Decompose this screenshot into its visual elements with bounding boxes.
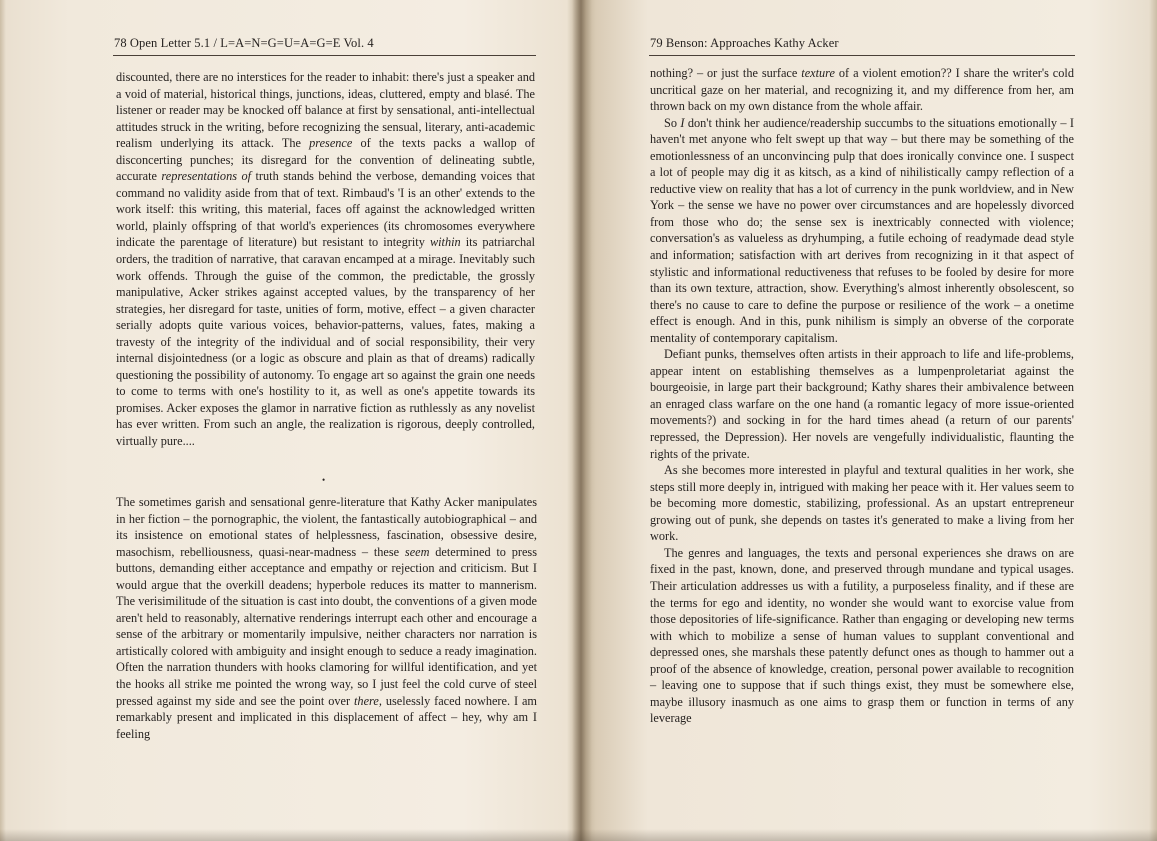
- left-text-block-2: [116, 494, 537, 742]
- italic-run: seem: [404, 544, 430, 559]
- italic-run: there,: [354, 693, 382, 708]
- text-run: its patriarchal orders, the tradition of narrative, that caravan encamped at a mirage. Inevitably such work offends. Through the guise of the common, the predictable, the grossly manipulative, Acker strikes against accepted values, by the transparency of her strategies, her disregard for taste, unities of form, motive, effect – a given character serially adopts quite various voices, behavior-patterns, values, fates, making a travesty of the integrity of the individual and of social responsibility, their very internal disjointedness (or a logic as obscure and plain as that of dreams) radically questioning the possibility of autonomy. To engage art so against the grain one needs to come to terms with one's hostility to it, as well as one's appetite towards its promises. Acker exposes the glamor in narrative fiction as ruthlessly as any novelist has ever written. From such an angle, the realization is rigorous, deeply controlled, virtually pure....: [116, 235, 535, 449]
- left-paragraph-1: [116, 69, 535, 450]
- text-run: So: [664, 115, 681, 130]
- right-running-header: 79 Benson: Approaches Kathy Acker: [650, 36, 839, 50]
- text-run: uselessly faced nowhere. I am remarkably present and implicated in this displacement of affect – hey, why am I feeling: [116, 693, 537, 741]
- right-header-rule: [649, 55, 1075, 56]
- right-paragraph-1: [650, 65, 1074, 115]
- text-run: truth stands behind the verbose, demanding voices that command no validity aside from that of text. Rimbaud's 'I is an other' extends to the work itself: this writing, this material, faces off against the acknowledged written world, plainly offspring of that world's experiences (its chromosomes everywhere indicate the parentage of literature) but resistant to integrity: [116, 169, 535, 250]
- italic-run: texture: [801, 66, 835, 80]
- text-run: Defiant punks, themselves often artists in their approach to life and life-problems, appear intent on establishing themselves as a lumpenproletariat against the bourgeoisie, in large part their background; Kathy shares their ambivalence between an enraged class warfare on the one hand (a romantic legacy of more issue-oriented movements?) and socking in for the hard times ahead (a return of our parents' repressed, the Depression). Her novels are vengefully individualistic, flaunting the rights of the private.: [650, 347, 1074, 461]
- text-run: determined to press buttons, demanding either acceptance and empathy or rejection and criticism. But I would argue that the overkill deadens; hyperbole reduces its matter to mannerism. The verisimilitude of the situation is cast into doubt, the conventions of a given mode aren't held to reasonably, alternative renderings interrupt each other and encourage a sense of the arbitrary or momentarily impulsive, neither characters nor narration is artistically colored with ambiguity and insight enough to seduce a ready imagination. Often the narration thunders with hooks clamoring for willful identification, and yet the hooks all strike me pointed the wrong way, so I just feel the cold curve of steel pressed against my side and see the point over: [116, 544, 538, 708]
- italic-run: I: [680, 115, 685, 130]
- left-header-rule: [113, 55, 536, 56]
- left-running-header: 78 Open Letter 5.1 / L=A=N=G=U=A=G=E Vol. 4: [114, 36, 374, 50]
- right-paragraph-3: [650, 346, 1074, 462]
- right-paragraph-2: [650, 115, 1074, 347]
- text-run: The genres and languages, the texts and personal experiences she draws on are fixed in the past, known, done, and preserved through mundane and typical usages. Their articulation addresses us with a futility, a purposeless finality, and if these are the terms for ego and identity, no wonder she would want to exorcise value from those depositories of life-significance. Rather than engaging or developing new terms with which to mobilize a sense of human values to supplant conventional and depressed ones, she marshals these patently defunct ones as though to hammer out a proof of the absence of knowledge, creation, personal power available to recognition – leaving one to suppose that if such things exist, they must be somewhere else, maybe illusory inasmuch as one aims to grasp them or function in terms of any leverage: [650, 545, 1074, 726]
- italic-run: within: [429, 235, 461, 250]
- text-run: discounted, there are no interstices for the reader to inhabit: there's just a speaker and a void of material, historical things, junctions, ideas, cluttered, empty and blasé. The listener or reader may be knocked off balance at first by sensational, anti-intellectual attitudes struck in the writing, before recognizing the sensual, literary, anti-academic realism underlying its attack. The: [116, 70, 535, 151]
- left-text-block-1: [116, 69, 535, 450]
- page-bottom-shadow: [0, 829, 1157, 841]
- right-paragraph-4: [650, 462, 1074, 545]
- text-run: The sometimes garish and sensational genre-literature that Kathy Acker manipulates in her fiction – the pornographic, the violent, the fantastically autobiographical – and its insistence on emotional states of helplessness, fascination, obsessive desire, masochism, rebelliousness, quasi-near-madness – these: [116, 495, 537, 559]
- left-paragraph-2: [116, 494, 537, 742]
- text-run: of the texts packs a wallop of disconcerting punches; its disregard for the convention of delineating subtle, accurate: [116, 136, 535, 184]
- right-text-block: [650, 65, 1074, 727]
- italic-run: representations of: [161, 169, 252, 184]
- text-run: As she becomes more interested in playful and textural qualities in her work, she steps still more deeply in, intrigued with making her peace with it. Her values seem to be becoming more domestic, stabilizing, professional. As an upstart entrepreneur growing out of punk, she depends on tastes it's generated to make a living from her work.: [650, 463, 1074, 544]
- right-paragraph-5: [650, 545, 1074, 727]
- right-page: [585, 0, 1157, 841]
- text-run: of a violent emotion?? I share the writer's cold uncritical gaze on her material, and recognizing it, and my difference from her, am thrown back on my own distance from the whole affair.: [650, 66, 1074, 114]
- italic-run: presence: [309, 136, 353, 151]
- text-run: nothing? – or just the surface: [650, 66, 802, 80]
- section-separator: •: [322, 475, 326, 485]
- text-run: don't think her audience/readership succumbs to the situations emotionally – I haven't met anyone who felt swept up that way – but there may be something of the emotionlessness of an unconvincing pulp that does ironically convince one. I suspect a lot of people may dig it as kitsch, as a kind of nihilistically campy reflection of a reductive view on reality that has a lot of currency in the punk worldview, and in New York – the sense we have no power over circumstances and are hopelessly divorced from those who do; the sense sex is inextricably connected with violence; conversation's as valueless as dryhumping, a futile echoing of readymade dead style and information; satisfaction with art derives from recognizing in it that aspect of stylistic and informational reductiveness that refuses to be fooled by desire for more than its own texture, attraction, show. Everything's almost inherently obsolescent, so there's no cause to care to define the purpose or resilience of the work – a onetime effect is enough. And in this, punk nihilism is simply an obverse of the corporate mentality of contemporary capitalism.: [650, 115, 1075, 345]
